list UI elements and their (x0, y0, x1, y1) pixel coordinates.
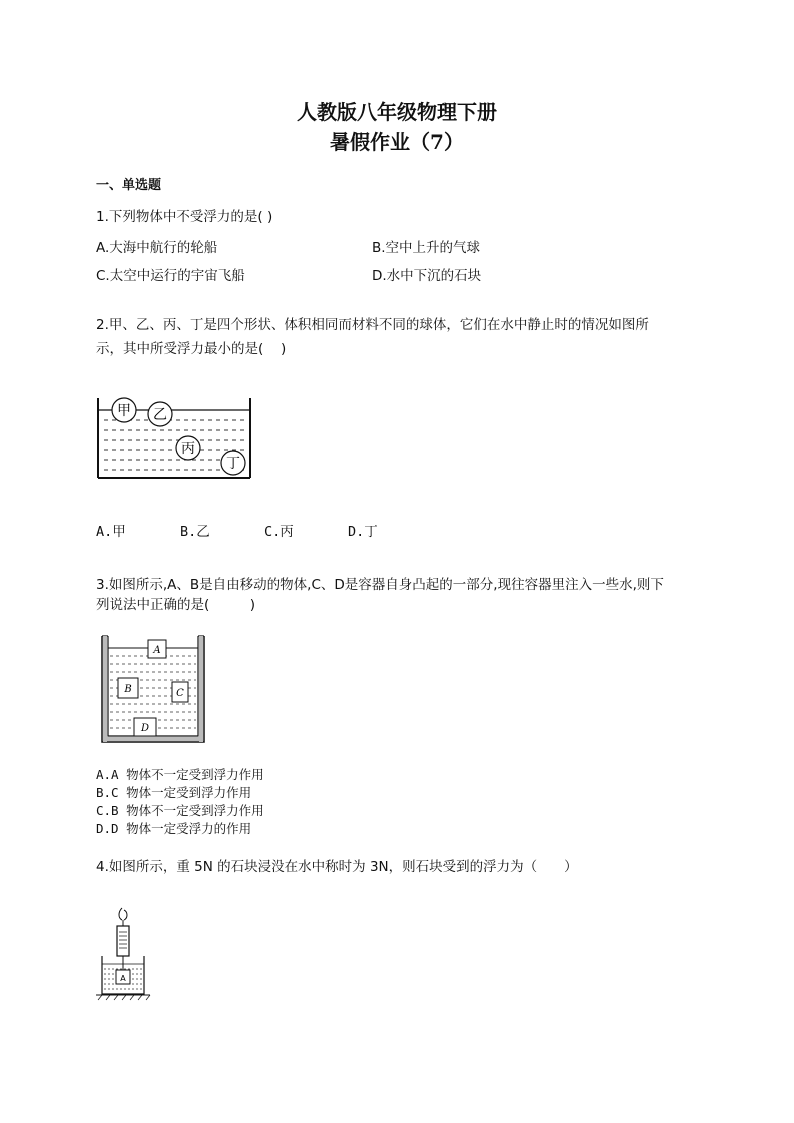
question-3-stem-line2: 列说法中正确的是( ) (96, 597, 256, 613)
ball-bing-label: 丙 (181, 441, 195, 457)
question-2-options (96, 520, 432, 540)
question-3-option-a: A.A 物体不一定受到浮力作用 (96, 767, 264, 782)
question-3-option-c: C.B 物体不一定受到浮力作用 (96, 803, 264, 818)
question-3-figure (100, 634, 206, 746)
question-3-option-d: D.D 物体一定受浮力的作用 (96, 821, 252, 836)
question-3-option-b: B.C 物体一定受到浮力作用 (96, 785, 252, 800)
question-2-stem-line1: 2.甲、乙、丙、丁是四个形状、体积相同而材料不同的球体，它们在水中静止时的情况如图所 (96, 317, 649, 333)
question-1-stem: 1.下列物体中不受浮力的是( ) (96, 209, 273, 225)
question-1-option-c: C.太空中运行的宇宙飞船 (96, 268, 245, 284)
page-subtitle: 暑假作业（7） (330, 130, 464, 154)
block-a-label: A (153, 645, 161, 656)
question-3-options (96, 766, 264, 838)
block-c-label: C (176, 688, 184, 699)
ball-yi-label: 乙 (153, 407, 167, 423)
question-2-option-c: C.丙 (264, 524, 294, 540)
section-heading: 一、单选题 (96, 178, 162, 193)
ball-ding-label: 丁 (226, 456, 240, 472)
block-b-label: B (124, 684, 132, 695)
question-4-stem: 4.如图所示，重 5N 的石块浸没在水中称时为 3N，则石块受到的浮力为（ ） (96, 859, 578, 875)
question-2-stem-line2: 示，其中所受浮力最小的是( ) (96, 341, 287, 357)
question-3-stem-line1: 3.如图所示,A、B是自由移动的物体,C、D是容器自身凸起的一部分,现往容器里注入一些水,则下 (96, 577, 664, 593)
question-2-option-a: A.甲 (96, 524, 126, 540)
question-4-figure (94, 906, 154, 1002)
question-2-figure (96, 392, 256, 482)
stone-a-label: A (120, 974, 126, 983)
question-1-option-a: A.大海中航行的轮船 (96, 240, 218, 256)
question-2-option-d: D.丁 (348, 524, 378, 540)
question-1-option-b: B.空中上升的气球 (372, 240, 481, 256)
question-2-option-b: B.乙 (180, 524, 210, 540)
page-title: 人教版八年级物理下册 (297, 100, 497, 124)
block-d-label: D (140, 723, 150, 734)
ball-jia-label: 甲 (117, 403, 131, 419)
question-1-option-d: D.水中下沉的石块 (372, 268, 482, 284)
